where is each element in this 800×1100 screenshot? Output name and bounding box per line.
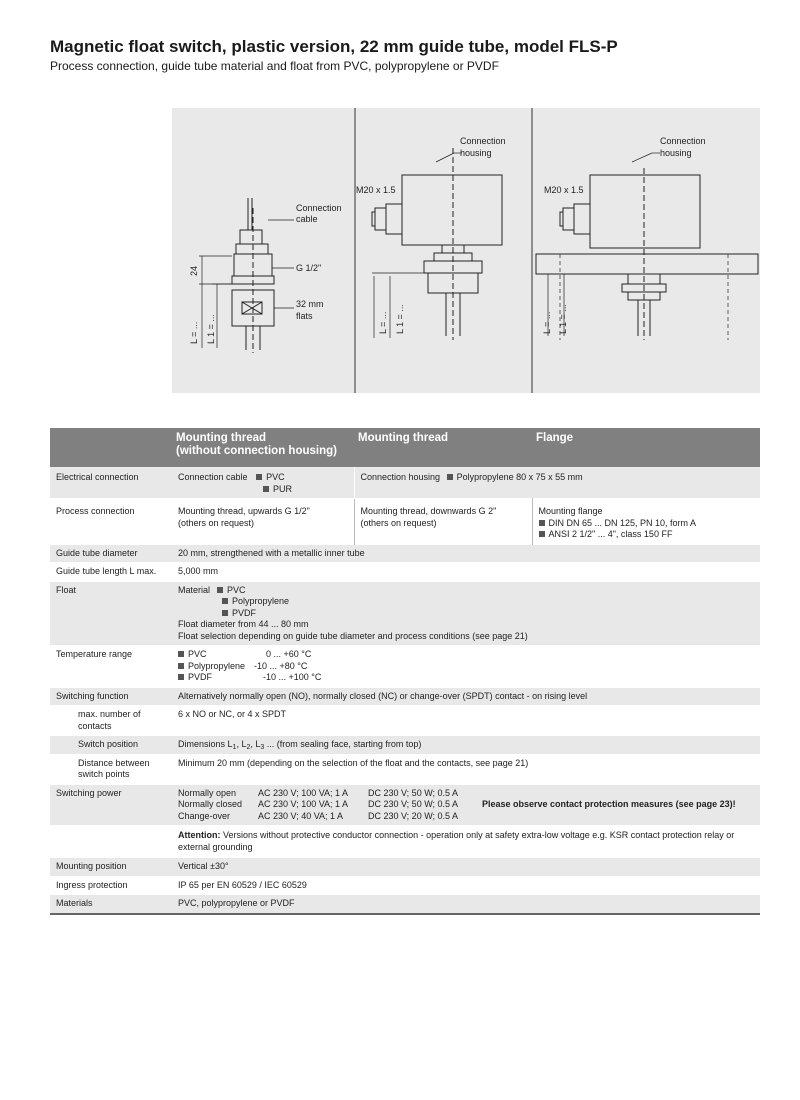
table-row [50, 646, 760, 688]
process-c1-line2: (others on request) [178, 517, 255, 528]
bullet-icon [178, 663, 184, 669]
power-dc: DC 230 V; 50 W; 0.5 A [368, 799, 459, 809]
dimension-drawings [172, 108, 760, 393]
row-label: Ingress protection [56, 879, 128, 890]
label-flats-2: flats [296, 311, 313, 321]
cell-electrical-housing [354, 467, 760, 499]
table-row [50, 706, 760, 736]
power-type: Normally open [178, 787, 237, 798]
label-housing-2b: housing [460, 148, 492, 158]
attention-text: Versions without protective conductor connection - operation only at safety extra-low voltage e.g. KSR contact protection relay or external grounding [178, 830, 735, 852]
cable-label: Connection cable [178, 472, 248, 482]
bullet-icon [539, 531, 545, 537]
float-selection: Float selection depending on guide tube diameter and process conditions (see page 21) [178, 630, 528, 641]
process-c2-line2: (others on request) [360, 517, 437, 528]
row-label: Switching power [50, 784, 172, 826]
row-label [50, 754, 172, 784]
table-row [50, 687, 760, 706]
position-text-b: ... (from sealing face, starting from top) [266, 739, 422, 749]
cell-switching-power [172, 784, 760, 826]
row-label: Materials [50, 895, 172, 914]
power-ac: AC 230 V; 40 VA; 1 A [258, 810, 344, 821]
row-label: Temperature range [56, 649, 133, 659]
float-material-pp: Polypropylene [232, 596, 290, 606]
bullet-icon [256, 474, 262, 480]
distance-label-2: switch points [78, 769, 130, 779]
table-row [50, 736, 760, 755]
maxnum-label-1: max. number of [78, 709, 141, 719]
row-label: Switching function [50, 687, 172, 706]
spec-table [50, 428, 760, 915]
row-value: IP 65 per EN 60529 / IEC 60529 [178, 879, 307, 890]
float-diameter: Float diameter from 44 ... 80 mm [178, 619, 309, 629]
cell-temperature [172, 646, 760, 688]
label-housing-2a: Connection [460, 136, 506, 146]
label-flats-1: 32 mm [296, 299, 324, 309]
float-material-label: Material [178, 584, 211, 595]
maxnum-label-2: contacts [78, 720, 112, 731]
dim-24: 24 [189, 265, 199, 276]
cable-option-pur: PUR [273, 483, 293, 494]
row-value: 5,000 mm [178, 566, 219, 576]
drawing-3-flange [536, 153, 758, 340]
table-row [50, 544, 760, 563]
process-c1-line1: Mounting thread, upwards G 1/2" [178, 506, 310, 516]
page-subtitle: Process connection, guide tube material and float from PVC, polypropylene or PVDF [50, 59, 499, 73]
label-m20-2: M20 x 1.5 [356, 185, 396, 195]
cell-float [172, 581, 760, 646]
cell-electrical-cable [172, 467, 354, 499]
dim-l-2: L = ... [378, 311, 388, 334]
header-col2: Mounting thread [354, 428, 532, 467]
position-sub-2: 2 [246, 744, 251, 751]
bullet-icon [539, 520, 545, 526]
bullet-icon [263, 486, 269, 492]
temp-pvdf-name: PVDF [188, 672, 213, 682]
cell-attention [172, 826, 760, 858]
row-label: Process connection [56, 506, 135, 516]
page-title: Magnetic float switch, plastic version, 22 mm guide tube, model FLS-P [50, 37, 618, 56]
spec-header-row [50, 428, 760, 467]
cable-option-pvc: PVC [266, 472, 285, 482]
temp-pp-value: -10 ... +80 °C [254, 660, 308, 671]
label-housing-3b: housing [660, 148, 692, 158]
dim-l-1: L = ... [189, 321, 199, 344]
header-col1-line2: (without connection housing) [176, 445, 337, 457]
dim-l1-1: L 1 = ... [206, 314, 216, 344]
dim-l-3: L = ... [542, 311, 552, 334]
bullet-icon [217, 587, 223, 593]
row-label: Switch position [50, 736, 172, 755]
bullet-icon [178, 651, 184, 657]
row-label: Float [50, 581, 172, 646]
cell-process-3 [532, 499, 760, 545]
position-text-a: Dimensions L [178, 739, 233, 749]
housing-label: Connection housing [360, 472, 441, 482]
header-col3: Flange [532, 428, 760, 467]
table-row [50, 581, 760, 646]
table-row [50, 895, 760, 914]
cell-process-1 [172, 499, 354, 545]
row-label: Mounting position [50, 858, 172, 877]
float-material-pvc: PVC [227, 584, 246, 595]
power-dc: DC 230 V; 20 W; 0.5 A [368, 810, 459, 821]
attention-label: Attention: [178, 830, 221, 840]
header-col1 [172, 428, 354, 467]
temp-pvc-name: PVC [188, 649, 207, 659]
drawings-svg [172, 108, 760, 393]
row-value: PVC, polypropylene or PVDF [172, 895, 760, 914]
dim-l1-3: L 1 = ... [558, 304, 568, 334]
label-connection-cable-1: Connection [296, 203, 342, 213]
table-row [50, 499, 760, 545]
power-ac: AC 230 V; 100 VA; 1 A [258, 799, 349, 809]
label-m20-3: M20 x 1.5 [544, 185, 584, 195]
temp-pvdf-value: -10 ... +100 °C [263, 672, 322, 682]
label-housing-3a: Connection [660, 136, 706, 146]
process-c3-line3: ANSI 2 1/2" ... 4", class 150 FF [548, 529, 673, 539]
row-label: Guide tube diameter [50, 544, 172, 563]
table-row [50, 563, 760, 582]
header-empty [50, 428, 172, 467]
process-c2-line1: Mounting thread, downwards G 2" [360, 506, 497, 516]
distance-label-1: Distance between [78, 757, 150, 768]
float-material-pvdf: PVDF [232, 607, 257, 618]
table-row [50, 876, 760, 895]
row-value: Minimum 20 mm (depending on the selection of the float and the contacts, see page 21) [178, 757, 529, 768]
position-sub-1: 1 [232, 744, 237, 751]
temp-pvc-value: 0 ... +60 °C [266, 649, 312, 659]
label-connection-cable-2: cable [296, 214, 318, 224]
power-ac: AC 230 V; 100 VA; 1 A [258, 787, 349, 798]
bullet-icon [222, 598, 228, 604]
row-label: Electrical connection [50, 467, 172, 499]
table-row [50, 784, 760, 826]
housing-option: Polypropylene 80 x 75 x 55 mm [456, 472, 583, 482]
drawing-2-housing-thread [372, 148, 502, 340]
bullet-icon [447, 474, 453, 480]
power-dc: DC 230 V; 50 W; 0.5 A [368, 787, 459, 798]
position-sub-3: 3 [260, 744, 265, 751]
row-label: Guide tube length L max. [56, 566, 157, 576]
process-c3-line1: Mounting flange [538, 506, 603, 516]
header-col1-line1: Mounting thread [176, 432, 267, 444]
cell-process-2 [354, 499, 532, 545]
cell-switch-position: Dimensions $L_1$, $L_2$, $L_3$ ... (from sealing face, starting from top) [172, 736, 760, 755]
bullet-icon [222, 610, 228, 616]
power-notice: Please observe contact protection measures (see page 23)! [482, 799, 736, 809]
bullet-icon [178, 674, 184, 680]
label-thread-g12: G 1/2" [296, 263, 322, 273]
row-value: Vertical ±30° [172, 858, 760, 877]
table-row [50, 754, 760, 784]
dim-l1-2: L 1 = ... [395, 304, 405, 334]
row-label [50, 706, 172, 736]
process-c3-line2: DIN DN 65 ... DN 125, PN 10, form A [548, 517, 697, 528]
table-row [50, 858, 760, 877]
table-row [50, 467, 760, 499]
row-value: 20 mm, strengthened with a metallic inner tube [172, 544, 760, 563]
power-type: Change-over [178, 810, 231, 821]
temp-pp-name: Polypropylene [188, 660, 246, 671]
row-value: Alternatively normally open (NO), normally closed (NC) or change-over (SPDT) contact - on rising level [172, 687, 760, 706]
row-label-empty [50, 826, 172, 858]
row-value: 6 x NO or NC, or 4 x SPDT [178, 709, 287, 719]
power-type: Normally closed [178, 799, 243, 809]
table-row [50, 826, 760, 858]
